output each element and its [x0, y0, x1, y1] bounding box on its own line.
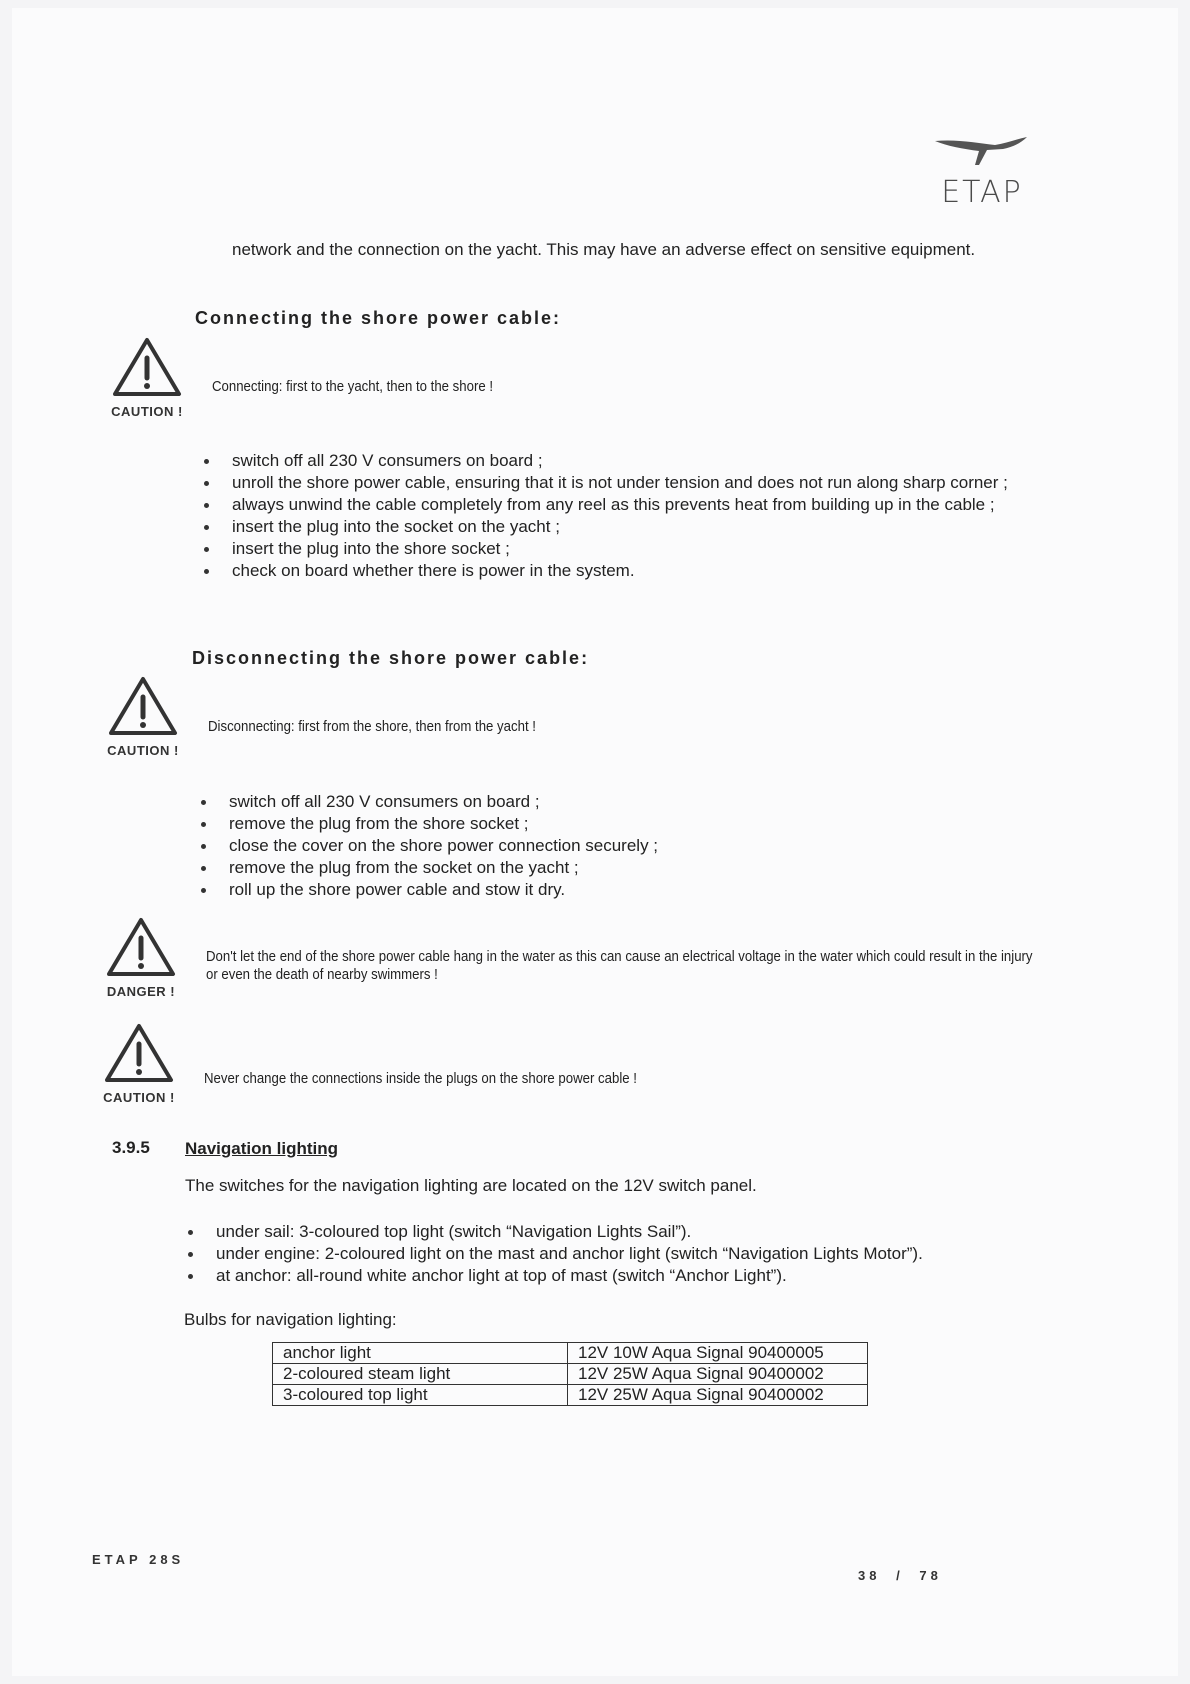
danger-block [96, 916, 186, 999]
danger-text: Don't let the end of the shore power cable hang in the water as this can cause an electrical voltage in the water which could result in the injury or even the death of nearby swimmers ! [206, 948, 1033, 983]
caution-text-connecting: Connecting: first to the yacht, then to the shore ! [212, 378, 494, 395]
list-item: roll up the shore power cable and stow it dry. [197, 880, 1017, 900]
table-cell: anchor light [273, 1343, 568, 1364]
list-item: check on board whether there is power in the system. [200, 561, 1040, 581]
warning-triangle-icon [111, 336, 183, 398]
caution-label: CAUTION ! [103, 1090, 175, 1105]
list-item: unroll the shore power cable, ensuring that it is not under tension and does not run along sharp corner ; [200, 473, 1040, 493]
current-page: 38 [858, 1568, 881, 1583]
warning-triangle-icon [103, 1022, 175, 1084]
list-item: close the cover on the shore power connection securely ; [197, 836, 1017, 856]
list-item: under sail: 3-coloured top light (switch “Navigation Lights Sail”). [184, 1222, 1064, 1242]
list-item: switch off all 230 V consumers on board ; [200, 451, 1040, 471]
table-row [273, 1343, 868, 1364]
list-item: under engine: 2-coloured light on the mast and anchor light (switch “Navigation Lights Motor”). [184, 1244, 1064, 1264]
caution-text-disconnecting: Disconnecting: first from the shore, then from the yacht ! [208, 718, 536, 735]
table-cell: 12V 10W Aqua Signal 90400005 [568, 1343, 868, 1364]
connecting-steps-list [200, 451, 1040, 583]
footer-model: ETAP 28S [92, 1552, 185, 1567]
list-item: always unwind the cable completely from any reel as this prevents heat from building up in the cable ; [200, 495, 1040, 515]
page-separator: / [896, 1568, 904, 1583]
caution-label: CAUTION ! [111, 404, 183, 419]
connecting-heading: Connecting the shore power cable: [195, 308, 562, 328]
table-cell: 12V 25W Aqua Signal 90400002 [568, 1364, 868, 1385]
disconnecting-steps-list [197, 792, 1017, 902]
navigation-items-list [184, 1222, 1064, 1288]
disconnecting-heading: Disconnecting the shore power cable: [192, 648, 590, 668]
caution-label: CAUTION ! [107, 743, 179, 758]
warning-triangle-icon [107, 675, 179, 737]
table-row [273, 1364, 868, 1385]
list-item: insert the plug into the shore socket ; [200, 539, 1040, 559]
total-pages: 78 [919, 1568, 942, 1583]
caution-block-plugs [94, 1022, 184, 1105]
caution-text-plugs: Never change the connections inside the plugs on the shore power cable ! [204, 1070, 637, 1087]
list-item: insert the plug into the socket on the yacht ; [200, 517, 1040, 537]
logo-text: ETAP [941, 175, 1023, 210]
footer-page-number [858, 1568, 942, 1583]
list-item: remove the plug from the shore socket ; [197, 814, 1017, 834]
document-page [12, 8, 1178, 1676]
table-cell: 12V 25W Aqua Signal 90400002 [568, 1385, 868, 1406]
table-row [273, 1385, 868, 1406]
list-item: remove the plug from the socket on the yacht ; [197, 858, 1017, 878]
section-number: 3.9.5 [112, 1138, 150, 1157]
section-title: Navigation lighting [185, 1139, 338, 1158]
table-cell: 3-coloured top light [273, 1385, 568, 1406]
bulbs-table [272, 1342, 868, 1406]
intro-paragraph: network and the connection on the yacht. This may have an adverse effect on sensitive equipment. [232, 240, 976, 259]
warning-triangle-icon [105, 916, 177, 978]
danger-label: DANGER ! [106, 984, 176, 999]
bulbs-label: Bulbs for navigation lighting: [184, 1310, 397, 1329]
caution-block-connecting [102, 336, 192, 419]
list-item: switch off all 230 V consumers on board ; [197, 792, 1017, 812]
caution-block-disconnecting [98, 675, 188, 758]
table-cell: 2-coloured steam light [273, 1364, 568, 1385]
list-item: at anchor: all-round white anchor light at top of mast (switch “Anchor Light”). [184, 1266, 1064, 1286]
navigation-intro: The switches for the navigation lighting are located on the 12V switch panel. [185, 1176, 757, 1195]
etap-logo [917, 133, 1047, 218]
